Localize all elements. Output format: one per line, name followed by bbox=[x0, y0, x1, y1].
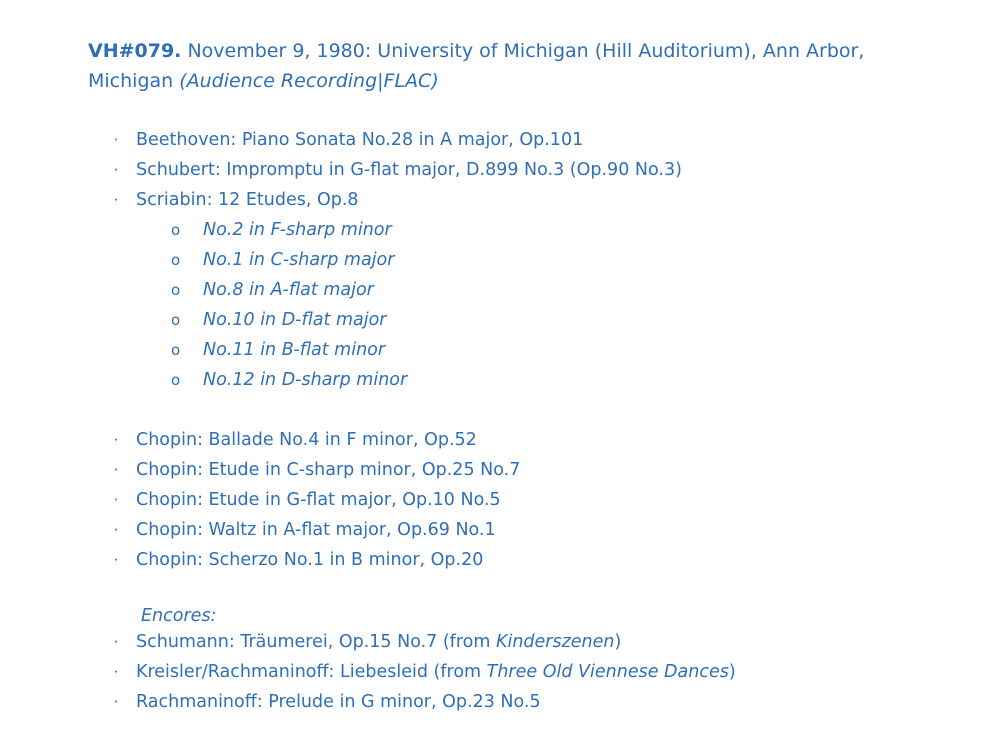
program-item-label: Chopin: Etude in G-flat major, Op.10 No.5 bbox=[136, 490, 501, 510]
program-item-label: Chopin: Scherzo No.1 in B minor, Op.20 bbox=[136, 550, 484, 570]
bullet-icon: · bbox=[113, 633, 119, 651]
etude-item bbox=[0, 275, 988, 305]
encore-item-label: Rachmaninoff: Prelude in G minor, Op.23 No.5 bbox=[136, 692, 541, 712]
encore-item bbox=[0, 657, 988, 687]
program-item bbox=[0, 425, 988, 455]
bullet-icon: · bbox=[113, 663, 119, 681]
bullet-icon: · bbox=[113, 161, 119, 179]
program-item bbox=[0, 515, 988, 545]
circle-bullet-icon: o bbox=[171, 281, 181, 299]
etude-item bbox=[0, 335, 988, 365]
circle-bullet-icon: o bbox=[171, 221, 181, 239]
encores-list bbox=[0, 627, 988, 717]
encores-label: Encores: bbox=[141, 606, 217, 626]
circle-bullet-icon: o bbox=[171, 371, 181, 389]
bullet-icon: · bbox=[113, 191, 119, 209]
program-item bbox=[0, 185, 988, 215]
etude-item bbox=[0, 245, 988, 275]
program-item bbox=[0, 455, 988, 485]
encore-item-label: Kreisler/Rachmaninoff: Liebesleid (from Three Old Viennese Dances) bbox=[136, 662, 736, 682]
circle-bullet-icon: o bbox=[171, 311, 181, 329]
bullet-icon: · bbox=[113, 491, 119, 509]
etude-item-label: No.8 in A-flat major bbox=[203, 280, 374, 300]
bullet-icon: · bbox=[113, 131, 119, 149]
bullet-icon: · bbox=[113, 461, 119, 479]
scriabin-etude-list bbox=[0, 215, 988, 395]
etude-item bbox=[0, 365, 988, 395]
bullet-icon: · bbox=[113, 521, 119, 539]
program-item bbox=[0, 125, 988, 155]
recording-code: VH#079. bbox=[88, 40, 182, 62]
etude-item-label: No.11 in B-flat minor bbox=[203, 340, 386, 360]
program-item-label: Scriabin: 12 Etudes, Op.8 bbox=[136, 190, 359, 210]
etude-item-label: No.12 in D-sharp minor bbox=[203, 370, 408, 390]
program-item-label: Chopin: Ballade No.4 in F minor, Op.52 bbox=[136, 430, 477, 450]
program-item bbox=[0, 485, 988, 515]
bullet-icon: · bbox=[113, 693, 119, 711]
program-item-label: Chopin: Waltz in A-flat major, Op.69 No.1 bbox=[136, 520, 496, 540]
chopin-list bbox=[0, 425, 988, 575]
bullet-icon: · bbox=[113, 551, 119, 569]
program-item-label: Schubert: Impromptu in G-flat major, D.899 No.3 (Op.90 No.3) bbox=[136, 160, 682, 180]
etude-item-label: No.10 in D-flat major bbox=[203, 310, 387, 330]
encore-item bbox=[0, 627, 988, 657]
etude-item bbox=[0, 305, 988, 335]
encore-item bbox=[0, 687, 988, 717]
etude-item-label: No.1 in C-sharp major bbox=[203, 250, 395, 270]
program-list bbox=[0, 125, 988, 215]
recording-format-note: (Audience Recording|FLAC) bbox=[179, 70, 439, 92]
bullet-icon: · bbox=[113, 431, 119, 449]
etude-item-label: No.2 in F-sharp minor bbox=[203, 220, 392, 240]
program-item-label: Beethoven: Piano Sonata No.28 in A major, Op.101 bbox=[136, 130, 584, 150]
program-item bbox=[0, 155, 988, 185]
recording-heading bbox=[88, 36, 888, 96]
program-item-label: Chopin: Etude in C-sharp minor, Op.25 No.7 bbox=[136, 460, 521, 480]
circle-bullet-icon: o bbox=[171, 341, 181, 359]
recording-date-venue: November 9, 1980: University of Michigan (Hill Auditorium), Ann Arbor, Michigan bbox=[88, 40, 865, 92]
program-item bbox=[0, 545, 988, 575]
encore-item-label: Schumann: Träumerei, Op.15 No.7 (from Kinderszenen) bbox=[136, 632, 622, 652]
circle-bullet-icon: o bbox=[171, 251, 181, 269]
etude-item bbox=[0, 215, 988, 245]
